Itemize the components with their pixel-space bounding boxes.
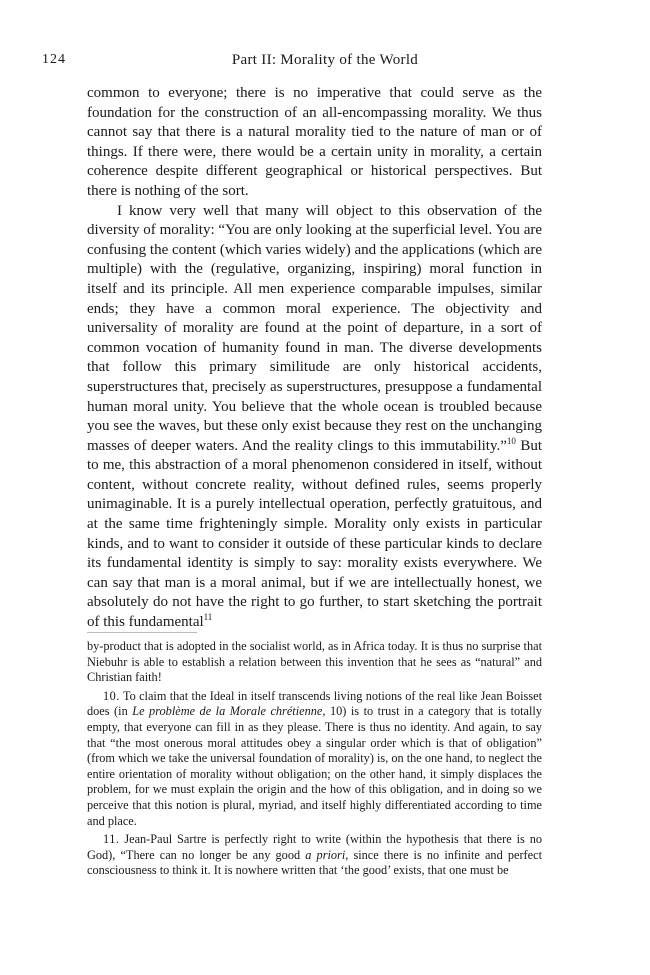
footnote-10 <box>87 689 542 829</box>
footnote-text: , since there is no infinite and perfect consciousness to think it. It is nowhere written that ‘the good’ exists, that one must be <box>87 847 542 878</box>
paragraph <box>87 84 542 202</box>
footnote-divider <box>87 632 197 633</box>
paragraph-text: But to me, this abstraction of a moral phenomenon considered in itself, without content, without concrete reality, without defined rules, seems properly unimaginable. It is a purely intellectual operation, perfectly gratuitous, and at the same time frighteningly simple. Morality only exists in particular kinds, and to want to consider it outside of these particular kinds to declare its fundamental identity is simply to say: morality exists everywhere. We can say that man is a moral animal, but if we are intellectually honest, we absolutely do not have the right to go further, to start sketching the portrait of this fundamental <box>87 437 542 631</box>
main-text <box>87 84 542 633</box>
book-title: Le problème de la Morale chrétienne, <box>132 704 326 719</box>
footnote-ref[interactable]: 10 <box>506 435 516 446</box>
page-header <box>0 52 650 72</box>
footnote-ref[interactable]: 11 <box>203 612 213 623</box>
paragraph <box>87 202 542 633</box>
footnote-text: To claim that the Ideal in itself transcends living notions of the real like Jean Boisset does (in <box>87 688 542 719</box>
running-head: Part II: Morality of the World <box>231 52 419 68</box>
emphasis: a priori <box>305 847 346 862</box>
paragraph-text: I know very well that many will object to this observation of the diversity of morality: “You are only looking at the superficial level. You are confusing the content (which varies widely) and the applications (which are multiple) with the (regulative, organizing, inspiring) moral function in itself and its principle. All men experience comparable impulses, similar ends; they have a common moral experience. The objectivity and universality of morality are found at the point of departure, in a sort of common vocation of humanity found in man. The diverse developments that follow this primary similitude are only historical accidents, superstructures that, precisely as superstructures, presuppose a fundamental human moral unity. You believe that the whole ocean is troubled because you see the waves, but these only exist because they rest on the unchanging masses of deeper waters. And the reality clings to this immutability.” <box>87 202 542 454</box>
footnotes <box>87 639 542 882</box>
footnote-number: 10. <box>103 688 120 703</box>
footnote-continuation: by-product that is adopted in the socialist world, as in Africa today. It is thus no surprise that Niebuhr is able to establish a relation between this invention that he sees as “natural” and Christian faith! <box>87 639 542 685</box>
paragraph-text: common to everyone; there is no imperative that could serve as the foundation for the construction of an all-encompassing morality. We thus cannot say that there is a natural morality tied to the nature of man or of things. If there were, there would be a certain unity in morality, a certain coherence despite different geographical or historical perspectives. But there is nothing of the sort. <box>87 85 542 199</box>
footnote-number: 11. <box>103 832 120 847</box>
footnote-text: Jean-Paul Sartre is perfectly right to write (within the hypothesis that there is no God), “There can no longer be any good <box>87 832 542 862</box>
page-number: 124 <box>42 52 66 67</box>
footnote-11 <box>87 832 542 879</box>
footnote-text: 10) is to trust in a category that is totally empty, that everyone can fill in as they please. There is thus no identity. And again, to say that “the most onerous moral attitudes obey a singular order which is that of obligation” (from which we take the universal foundation of morality) is, on the one hand, to neglect the entire orientation of morality without obligation; on the other hand, it simply displaces the problem, for we must explain the origin and the how of this obligation, and in doing so we perceive that this notion is plural, myriad, and itself highly differentiated according to time and place. <box>87 704 542 828</box>
